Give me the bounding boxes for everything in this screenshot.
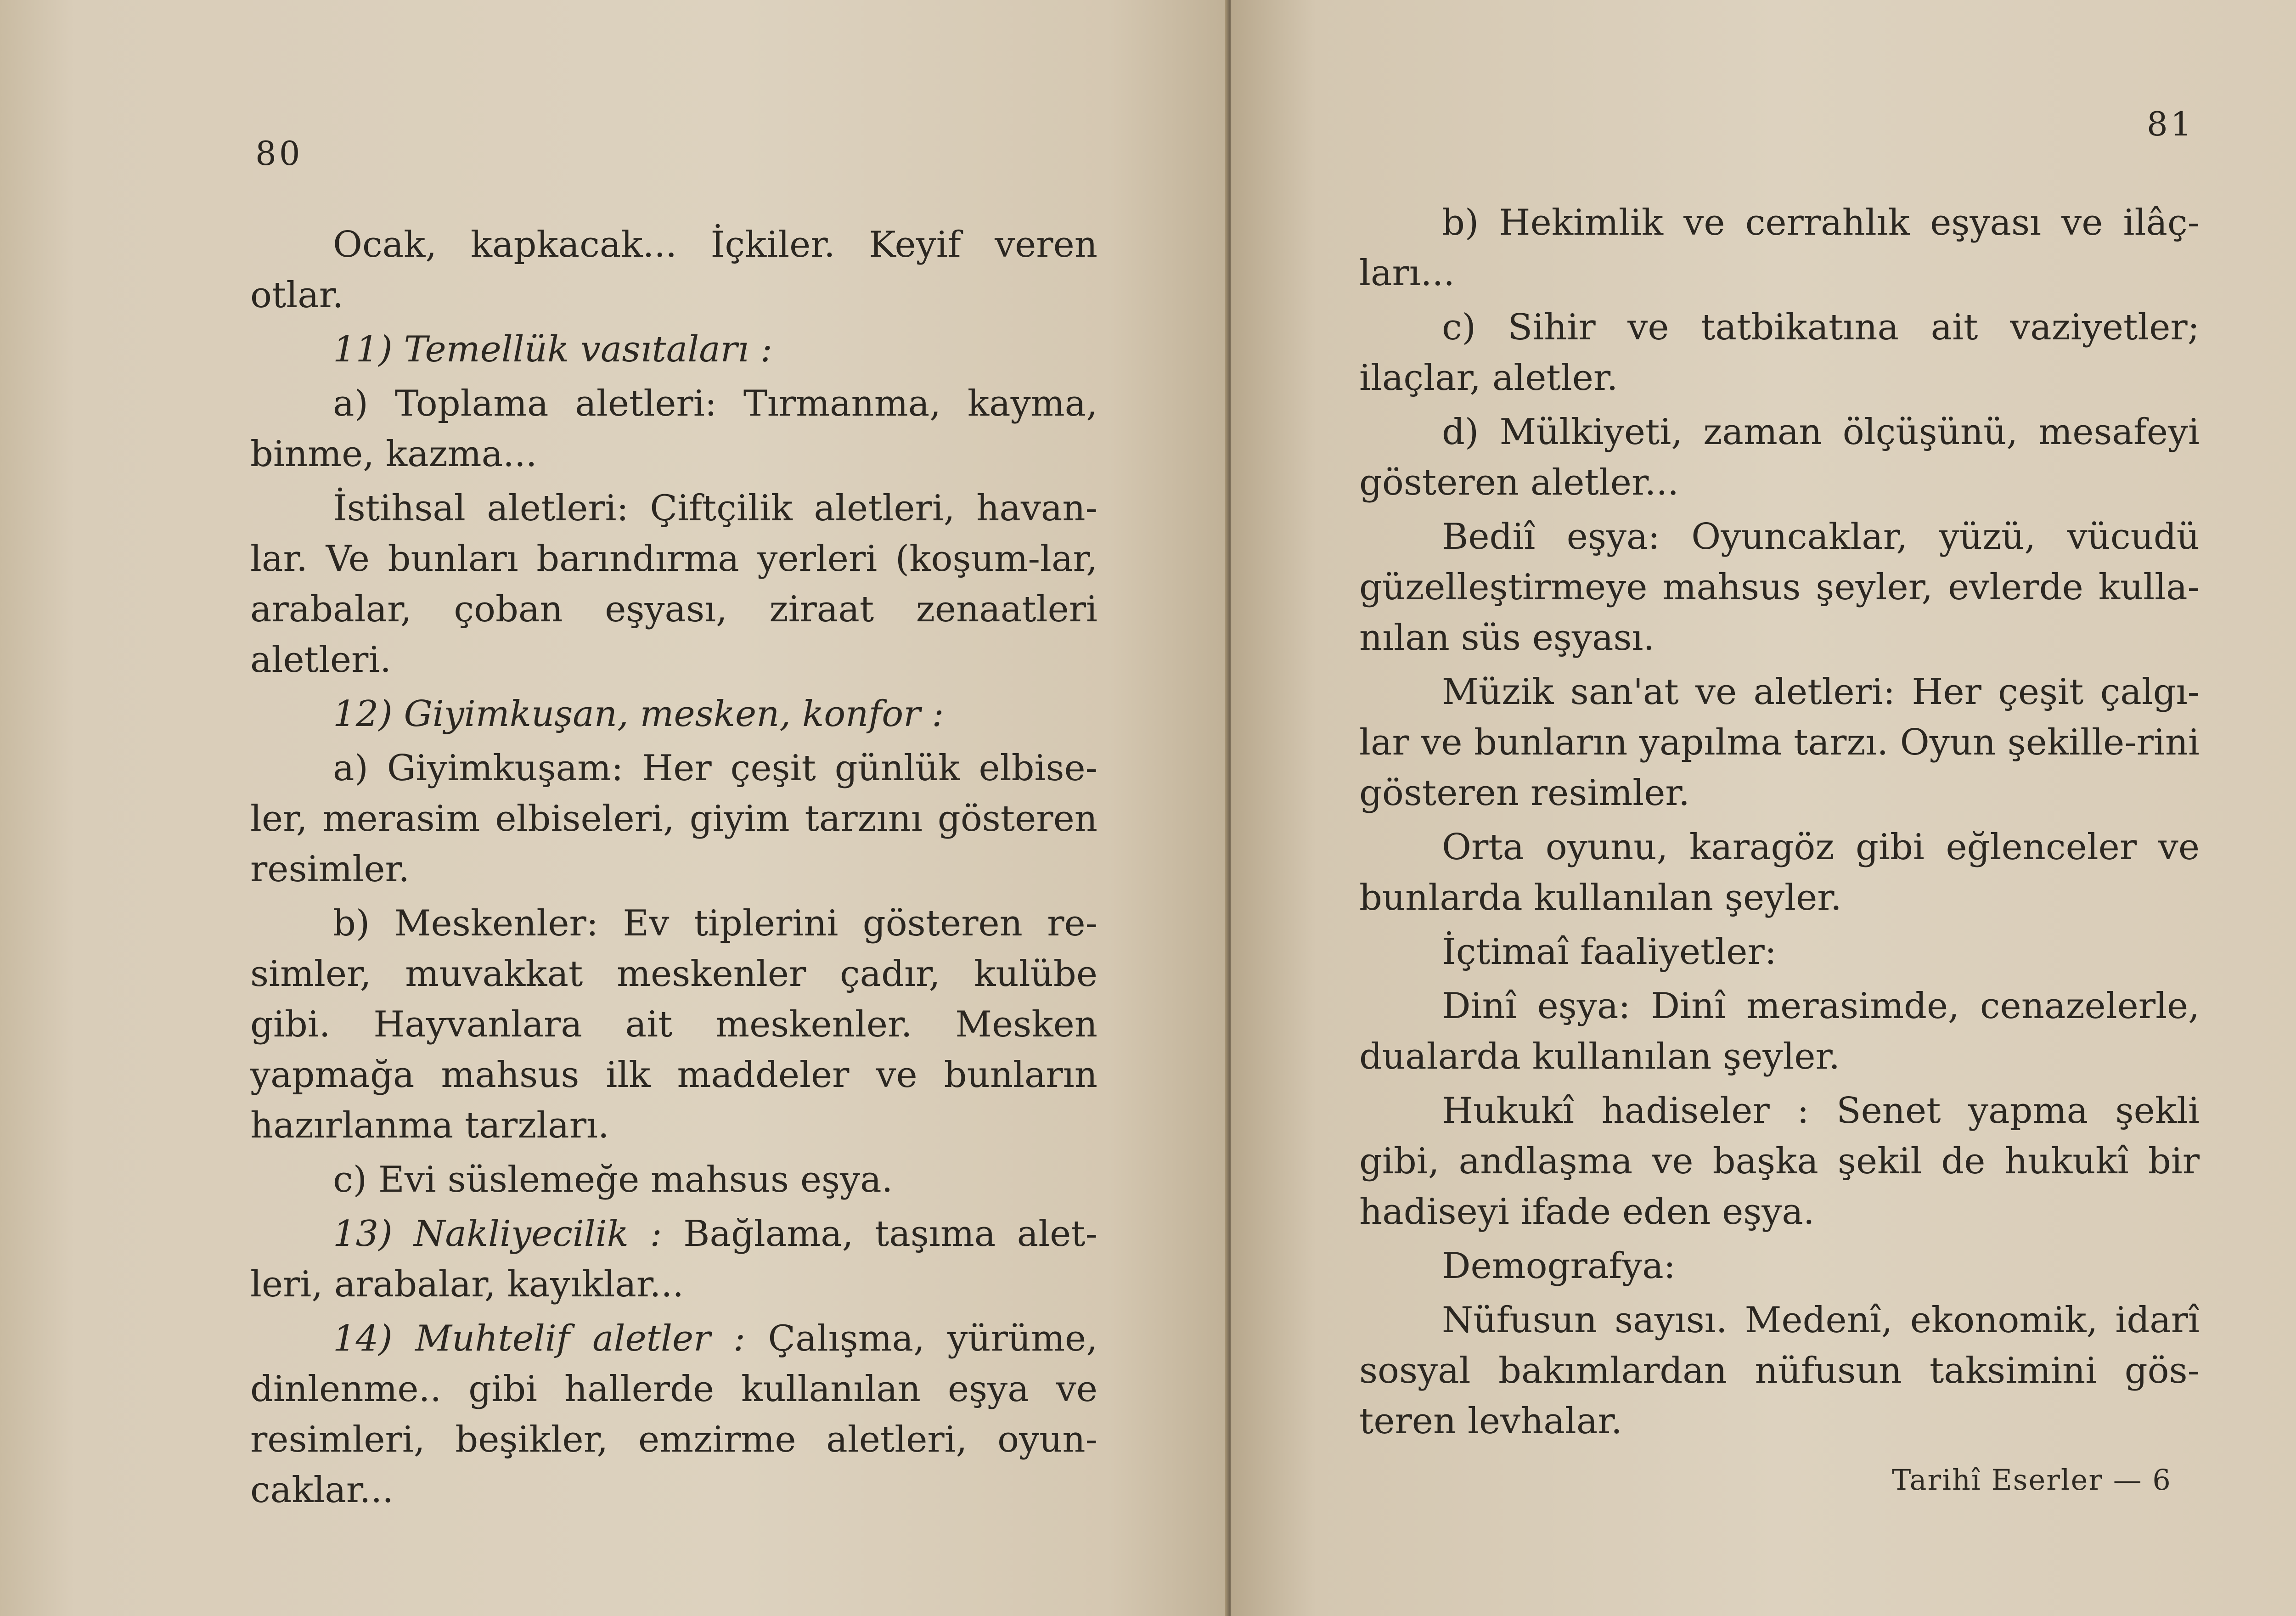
paragraph: d) Mülkiyeti, zaman ölçüşünü, mesafeyi gösteren aletler... xyxy=(1359,411,2200,503)
paragraph xyxy=(250,689,1097,739)
paragraph xyxy=(250,378,1097,479)
paragraph xyxy=(250,743,1097,895)
paragraph xyxy=(250,1209,1097,1310)
page-number-right: 81 xyxy=(2147,105,2195,143)
paragraph-lead: 12) Giyimkuşan, mesken, konfor : xyxy=(333,693,944,735)
paragraph-text: a) Giyimkuşam: Her çeşit günlük elbise-ler, merasim elbiseleri, giyim tarzını gösteren resimler. xyxy=(250,748,1097,890)
paragraph-lead: 13) Nakliyecilik : xyxy=(333,1213,662,1255)
paragraph xyxy=(250,483,1097,685)
paragraph: b) Hekimlik ve cerrahlık eşyası ve ilâç-ları... xyxy=(1359,202,2200,294)
paragraph: Hukukî hadiseler : Senet yapma şekli gibi, andlaşma ve başka şekil de hukukî bir hadiseyi ifade eden eşya. xyxy=(1359,1090,2200,1233)
paragraph-text: Ocak, kapkacak... İçkiler. Keyif veren otlar. xyxy=(250,224,1097,316)
paragraph-text: c) Evi süslemeğe mahsus eşya. xyxy=(333,1159,893,1200)
paragraph: c) Sihir ve tatbikatına ait vaziyetler; ilaçlar, aletler. xyxy=(1359,307,2200,399)
paragraph-text: Çalışma, yürüme, dinlenme.. gibi hallerde kullanılan eşya ve resimleri, beşikler, emzirme aletleri, oyun-caklar... xyxy=(250,1318,1098,1511)
paragraph xyxy=(250,220,1097,321)
right-page xyxy=(1231,0,2296,1616)
paragraph xyxy=(250,324,1097,375)
signature-mark: Tarihî Eserler — 6 xyxy=(1892,1463,2172,1497)
paragraph-text: Bağlama, taşıma alet-leri, arabalar, kayıklar... xyxy=(250,1213,1097,1305)
paragraph: Bediî eşya: Oyuncaklar, yüzü, vücudü güzelleştirmeye mahsus şeyler, evlerde kulla-nılan süs eşyası. xyxy=(1359,516,2200,659)
paragraph xyxy=(250,898,1097,1151)
paragraph-text: İstihsal aletleri: Çiftçilik aletleri, havan-lar. Ve bunları barındırma yerleri (koşum-lar, arabalar, çoban eşyası, ziraat zenaatleri aletleri. xyxy=(250,488,1097,681)
paragraph: Dinî eşya: Dinî merasimde, cenazelerle, dualarda kullanılan şeyler. xyxy=(1359,985,2200,1077)
paragraph xyxy=(250,1313,1097,1515)
left-page-text xyxy=(250,220,1097,1519)
paragraph: Müzik san'at ve aletleri: Her çeşit çalgı-lar ve bunların yapılma tarzı. Oyun şekille-rini gösteren resimler. xyxy=(1359,671,2200,814)
page-number-left: 80 xyxy=(255,134,303,173)
paragraph xyxy=(250,1154,1097,1205)
paragraph: Demografya: xyxy=(1442,1245,1676,1287)
paragraph: Orta oyunu, karagöz gibi eğlenceler ve bunlarda kullanılan şeyler. xyxy=(1359,827,2200,918)
paragraph-text: a) Toplama aletleri: Tırmanma, kayma, binme, kazma... xyxy=(250,383,1097,475)
paragraph-text: b) Meskenler: Ev tiplerini gösteren re-simler, muvakkat meskenler çadır, kulübe gibi. Hayvanlara ait meskenler. Mesken yapmağa mahsus ilk maddeler ve bunların hazırlanma tarzları. xyxy=(250,903,1097,1146)
paragraph: İçtimaî faaliyetler: xyxy=(1442,931,1777,973)
right-page-text xyxy=(1359,197,2200,1450)
paragraph-lead: 14) Muhtelif aletler : xyxy=(333,1318,746,1359)
paragraph: Nüfusun sayısı. Medenî, ekonomik, idarî sosyal bakımlardan nüfusun taksimini gös-teren levhalar. xyxy=(1359,1300,2200,1442)
paragraph-lead: 11) Temellük vasıtaları : xyxy=(333,329,773,370)
